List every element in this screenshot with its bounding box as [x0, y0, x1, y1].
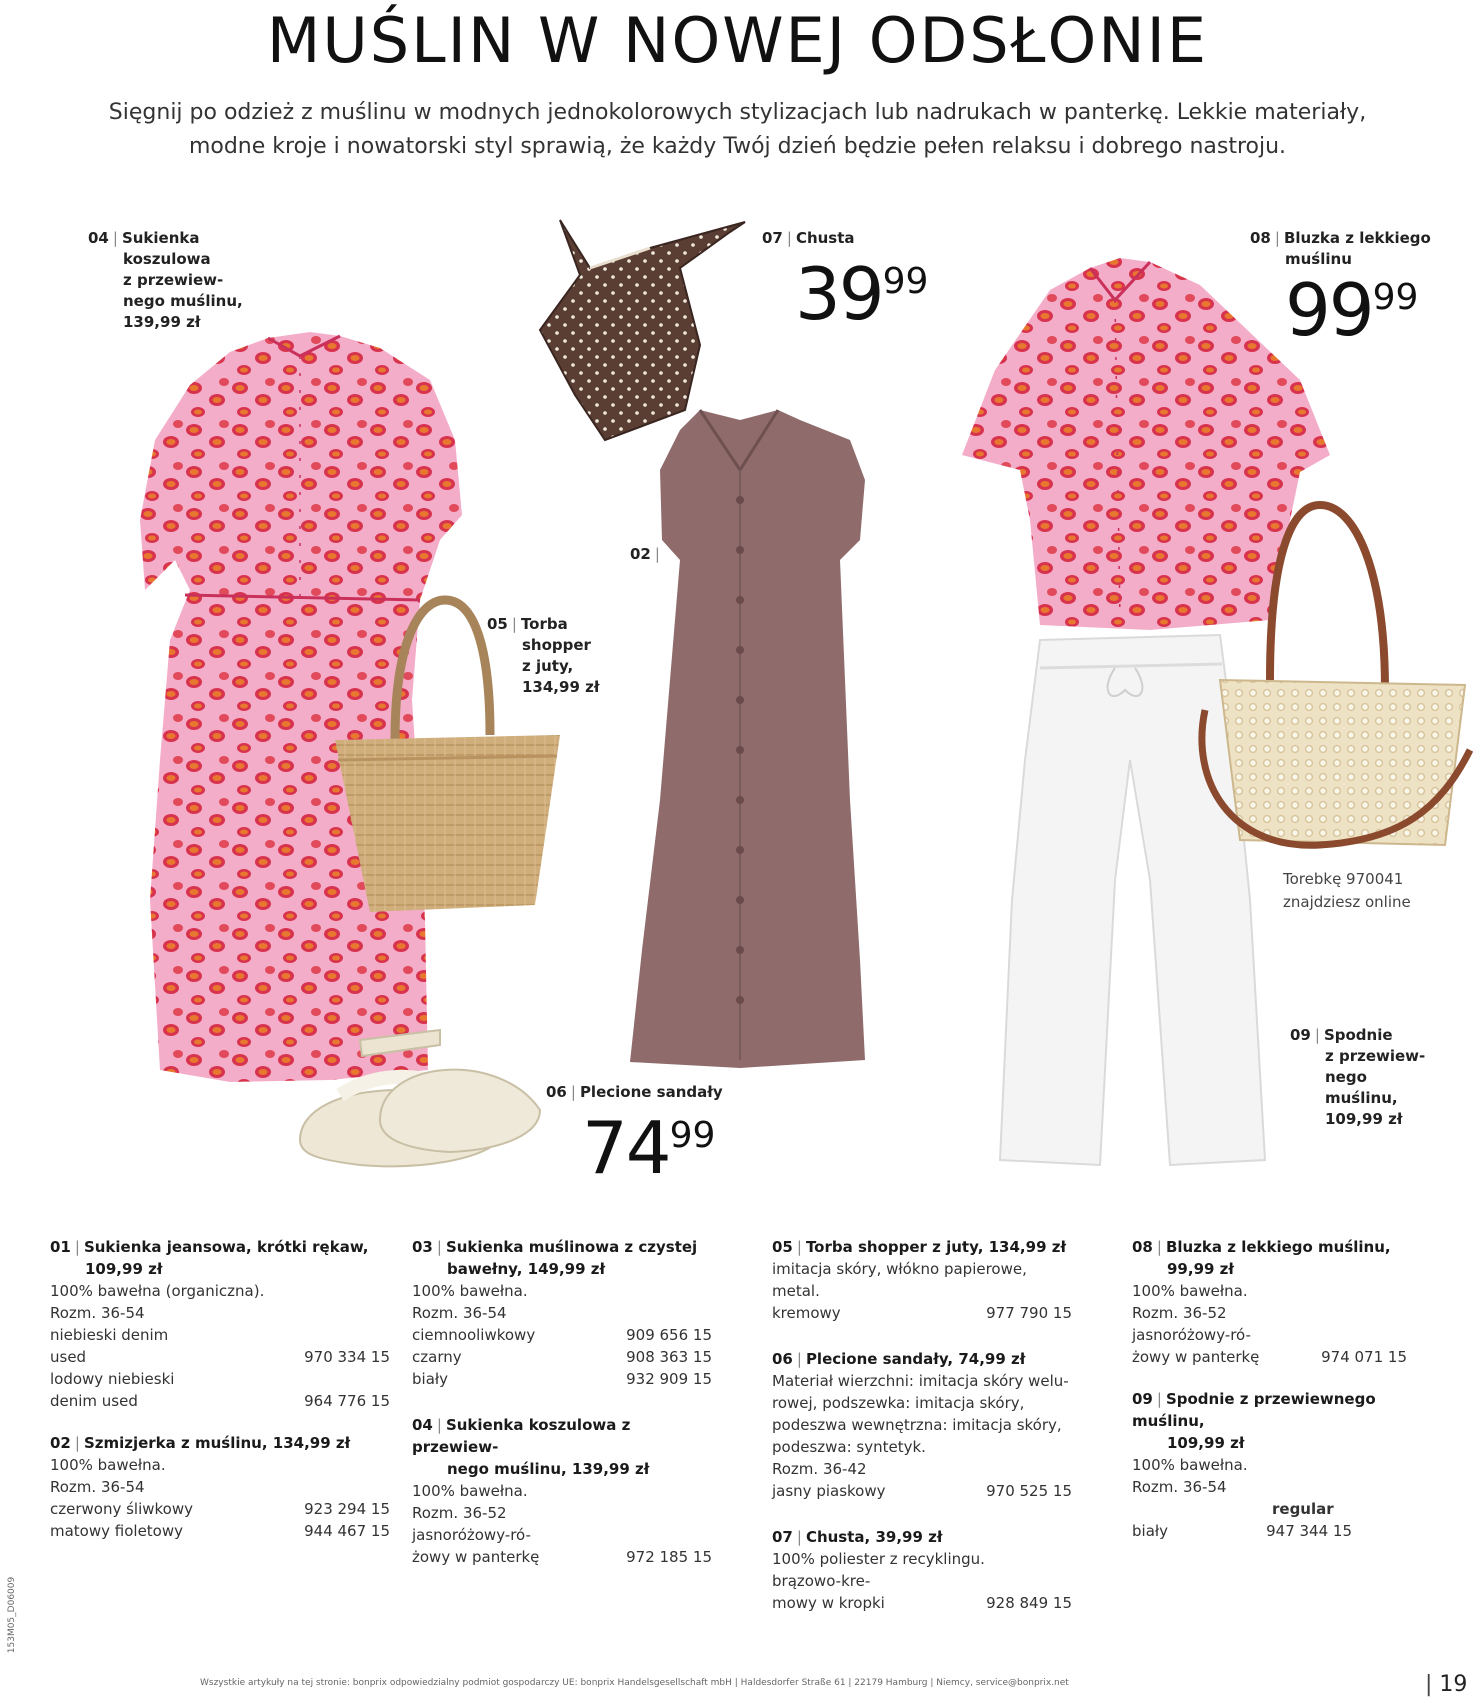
- price-decimal: 99: [1372, 277, 1419, 318]
- price-integer: 39: [795, 252, 883, 336]
- detail-entry-07: [772, 1526, 1072, 1614]
- shirt-dress-leopard-image: [140, 332, 462, 1082]
- details-column-3: [772, 1236, 1072, 1628]
- detail-price: bawełny, 149,99 zł: [447, 1260, 606, 1278]
- detail-material: 100% bawełna.: [1132, 1282, 1248, 1300]
- color-row: [50, 1520, 390, 1542]
- color-row: [1132, 1324, 1407, 1368]
- detail-sizes: Rozm. 36-52: [412, 1504, 507, 1522]
- detail-entry-03: [412, 1236, 712, 1390]
- legal-footer: Wszystkie artykuły na tej stronie: bonprix odpowiedzialny podmiot gospodarczy UE: bonprix Handelsgesellschaft mbH | Haldesdorfer Straße 61 | 22179 Hamburg | Niemcy, service@bonprix.net: [200, 1678, 1069, 1688]
- detail-number: 06: [772, 1350, 793, 1368]
- label-number: 07: [762, 229, 783, 247]
- detail-price: 109,99 zł: [85, 1260, 163, 1278]
- detail-sizes: Rozm. 36-42: [772, 1460, 867, 1478]
- detail-number: 04: [412, 1416, 433, 1434]
- detail-price: 109,99 zł: [1167, 1434, 1245, 1452]
- detail-material: 100% bawełna.: [1132, 1456, 1248, 1474]
- color-name: ciemnooliwkowy: [412, 1326, 536, 1344]
- color-row: [772, 1302, 1072, 1324]
- price-07: [795, 252, 929, 336]
- detail-sizes: Rozm. 36-52: [1132, 1304, 1227, 1322]
- detail-material: 100% bawełna.: [412, 1482, 528, 1500]
- order-number: 974 071 15: [1321, 1348, 1407, 1366]
- detail-material: podeszwa wewnętrzna: imitacja skóry,: [772, 1416, 1062, 1434]
- color-name: czarny: [412, 1348, 462, 1366]
- detail-number: 02: [50, 1434, 71, 1452]
- label-text: muślinu: [1285, 250, 1352, 268]
- color-name: lodowy niebieski: [50, 1370, 175, 1388]
- note-line-1: Torebkę 970041: [1283, 870, 1404, 888]
- detail-title: Plecione sandały, 74,99 zł: [805, 1350, 1026, 1368]
- label-price: 109,99 zł: [1325, 1110, 1403, 1128]
- color-row: [50, 1498, 390, 1520]
- label-05-jute-tote: 05 | Torba shopper z juty, 134,99 zł: [487, 615, 600, 696]
- color-name: żowy w panterkę: [1132, 1348, 1260, 1366]
- label-text: shopper: [522, 636, 591, 654]
- details-column-4: [1132, 1236, 1432, 1556]
- detail-title: Szmizjerka z muślinu, 134,99 zł: [83, 1434, 351, 1452]
- fit-label: regular: [1272, 1500, 1334, 1518]
- detail-title: Torba shopper z juty, 134,99 zł: [805, 1238, 1067, 1256]
- label-text: Sukienka: [121, 229, 200, 247]
- color-name: brązowo-kre-: [772, 1572, 871, 1590]
- price-08: [1285, 268, 1419, 352]
- label-text: nego: [1325, 1068, 1367, 1086]
- order-number: 970 334 15: [304, 1348, 390, 1366]
- label-06-sandals: 06 | Plecione sandały: [546, 1083, 723, 1101]
- price-decimal: 99: [882, 261, 929, 302]
- order-number: 944 467 15: [304, 1522, 390, 1540]
- page-number: | 19: [1425, 1672, 1468, 1697]
- dotted-scarf-image: [540, 220, 745, 440]
- label-07-scarf: 07 | Chusta: [762, 229, 855, 247]
- detail-title: Bluzka z lekkiego muślinu,: [1165, 1238, 1391, 1256]
- color-row: [50, 1324, 390, 1368]
- button-dress-mauve-image: [630, 410, 865, 1068]
- color-row: [1132, 1520, 1352, 1542]
- label-price: 134,99 zł: [522, 678, 600, 696]
- label-number: 04: [88, 229, 109, 247]
- detail-material: rowej, podszewka: imitacja skóry,: [772, 1394, 1025, 1412]
- detail-heading: 04 | Sukienka koszulowa z przewiew- nego muślinu, 139,99 zł: [412, 1414, 712, 1480]
- detail-entry-09: [1132, 1388, 1432, 1542]
- order-number: 923 294 15: [304, 1500, 390, 1518]
- detail-material: imitacja skóry, włókno papierowe,: [772, 1260, 1027, 1278]
- detail-entry-01: [50, 1236, 390, 1412]
- color-name: biały: [1132, 1522, 1169, 1540]
- label-text: Bluzka z lekkiego: [1283, 229, 1431, 247]
- label-text: z juty,: [522, 657, 574, 675]
- color-name: denim used: [50, 1392, 138, 1410]
- details-column-2: [412, 1236, 712, 1582]
- color-name: used: [50, 1348, 87, 1366]
- note-line-2: znajdziesz online: [1283, 893, 1411, 911]
- label-number: 08: [1250, 229, 1271, 247]
- intro-line-2: modne kroje i nowatorski styl sprawią, że każdy Twój dzień będzie pełen relaksu i dobrego nastroju.: [188, 134, 1287, 159]
- color-name: jasnoróżowy-ró-: [1132, 1326, 1251, 1344]
- intro-line-1: Sięgnij po odzież z muślinu w modnych jednokolorowych stylizacjach lub nadrukach w panterkę. Lekkie materiały,: [108, 100, 1367, 125]
- color-name: żowy w panterkę: [412, 1548, 540, 1566]
- detail-entry-05: [772, 1236, 1072, 1324]
- label-price: 139,99 zł: [123, 313, 201, 331]
- color-row: [50, 1368, 390, 1412]
- detail-material: 100% bawełna (organiczna).: [50, 1282, 265, 1300]
- page-title: MUŚLIN W NOWEJ ODSŁONIE: [266, 4, 1209, 77]
- detail-title: Chusta, 39,99 zł: [805, 1528, 943, 1546]
- detail-sizes: Rozm. 36-54: [50, 1478, 145, 1496]
- detail-number: 05: [772, 1238, 793, 1256]
- color-name: matowy fioletowy: [50, 1522, 184, 1540]
- price-decimal: 99: [669, 1115, 716, 1156]
- label-number: 06: [546, 1083, 567, 1101]
- label-text: Torba: [520, 615, 568, 633]
- label-text: nego muślinu,: [123, 292, 243, 310]
- color-name: czerwony śliwkowy: [50, 1500, 194, 1518]
- order-number: 908 363 15: [626, 1348, 712, 1366]
- color-name: jasny piaskowy: [772, 1482, 886, 1500]
- detail-heading: 06 | Plecione sandały, 74,99 zł: [772, 1350, 1026, 1368]
- label-text: Plecione sandały: [579, 1083, 723, 1101]
- detail-sizes: Rozm. 36-54: [50, 1304, 145, 1322]
- detail-price: nego muślinu, 139,99 zł: [447, 1460, 650, 1478]
- label-02-button-dress: 02 |: [630, 545, 660, 563]
- detail-number: 07: [772, 1528, 793, 1546]
- detail-sizes: Rozm. 36-54: [412, 1304, 507, 1322]
- detail-material: Materiał wierzchni: imitacja skóry welu-: [772, 1372, 1069, 1390]
- detail-heading: 03 | Sukienka muślinowa z czystej bawełny, 149,99 zł: [412, 1236, 712, 1280]
- color-row: [412, 1368, 712, 1390]
- detail-number: 03: [412, 1238, 433, 1256]
- detail-title: Sukienka jeansowa, krótki rękaw,: [83, 1238, 369, 1256]
- detail-heading: 09 | Spodnie z przewiewnego muślinu, 109,99 zł: [1132, 1388, 1432, 1454]
- label-text: z przewiew-: [123, 271, 224, 289]
- detail-heading: 05 | Torba shopper z juty, 134,99 zł: [772, 1238, 1067, 1256]
- detail-title: Spodnie z przewiewnego muślinu,: [1132, 1390, 1376, 1430]
- detail-material: podeszwa: syntetyk.: [772, 1438, 926, 1456]
- detail-entry-04: [412, 1414, 712, 1568]
- detail-number: 08: [1132, 1238, 1153, 1256]
- detail-entry-02: [50, 1432, 390, 1542]
- detail-price: 99,99 zł: [1167, 1260, 1234, 1278]
- label-08-blouse: 08 | Bluzka z lekkiego muślinu: [1250, 229, 1431, 268]
- color-name: kremowy: [772, 1304, 841, 1322]
- color-row: [412, 1346, 712, 1368]
- price-06: [582, 1106, 716, 1190]
- label-04-shirt-dress: 04 | Sukienka koszulowa z przewiew- nego muślinu, 139,99 zł: [88, 229, 243, 331]
- order-number: 947 344 15: [1266, 1522, 1352, 1540]
- color-name: mowy w kropki: [772, 1594, 885, 1612]
- page-number-value: 19: [1439, 1672, 1468, 1697]
- order-number: 977 790 15: [986, 1304, 1072, 1322]
- order-number: 932 909 15: [626, 1370, 712, 1388]
- detail-material: metal.: [772, 1282, 820, 1300]
- order-number: 972 185 15: [626, 1548, 712, 1566]
- detail-title: Sukienka muślinowa z czystej: [445, 1238, 698, 1256]
- color-row: [412, 1324, 712, 1346]
- color-name: jasnoróżowy-ró-: [412, 1526, 531, 1544]
- detail-heading: 07 | Chusta, 39,99 zł: [772, 1528, 943, 1546]
- detail-heading: 01 | Sukienka jeansowa, krótki rękaw, 109,99 zł: [50, 1236, 390, 1280]
- label-text: Chusta: [795, 229, 855, 247]
- order-number: 928 849 15: [986, 1594, 1072, 1612]
- detail-entry-08: [1132, 1236, 1432, 1368]
- order-number: 909 656 15: [626, 1326, 712, 1344]
- order-number: 964 776 15: [304, 1392, 390, 1410]
- label-09-trousers: 09 | Spodnie z przewiew- nego muślinu, 109,99 zł: [1290, 1026, 1426, 1128]
- detail-sizes: Rozm. 36-54: [1132, 1478, 1227, 1496]
- label-text: z przewiew-: [1325, 1047, 1426, 1065]
- color-name: niebieski denim: [50, 1326, 169, 1344]
- price-integer: 74: [582, 1106, 670, 1190]
- label-text: Spodnie: [1323, 1026, 1393, 1044]
- detail-material: 100% bawełna.: [412, 1282, 528, 1300]
- detail-material: 100% poliester z recyklingu.: [772, 1550, 985, 1568]
- side-code: 153M05_D06009: [7, 1576, 18, 1654]
- detail-title: Sukienka koszulowa z przewiew-: [412, 1416, 631, 1456]
- detail-heading: 02 | Szmizjerka z muślinu, 134,99 zł: [50, 1434, 351, 1452]
- label-number: 02: [630, 545, 651, 563]
- detail-material: 100% bawełna.: [50, 1456, 166, 1474]
- label-text: muślinu,: [1325, 1089, 1398, 1107]
- price-integer: 99: [1285, 268, 1373, 352]
- detail-number: 09: [1132, 1390, 1153, 1408]
- detail-heading: 08 | Bluzka z lekkiego muślinu, 99,99 zł: [1132, 1236, 1432, 1280]
- color-name: biały: [412, 1370, 449, 1388]
- color-row: [772, 1570, 1072, 1614]
- detail-number: 01: [50, 1238, 71, 1256]
- label-number: 09: [1290, 1026, 1311, 1044]
- order-number: 970 525 15: [986, 1482, 1072, 1500]
- online-bag-note: [1283, 868, 1411, 914]
- label-text: koszulowa: [123, 250, 211, 268]
- label-number: 05: [487, 615, 508, 633]
- detail-entry-06: [772, 1348, 1072, 1502]
- color-row: [772, 1480, 1072, 1502]
- color-row: [412, 1524, 712, 1568]
- details-column-1: [50, 1236, 390, 1556]
